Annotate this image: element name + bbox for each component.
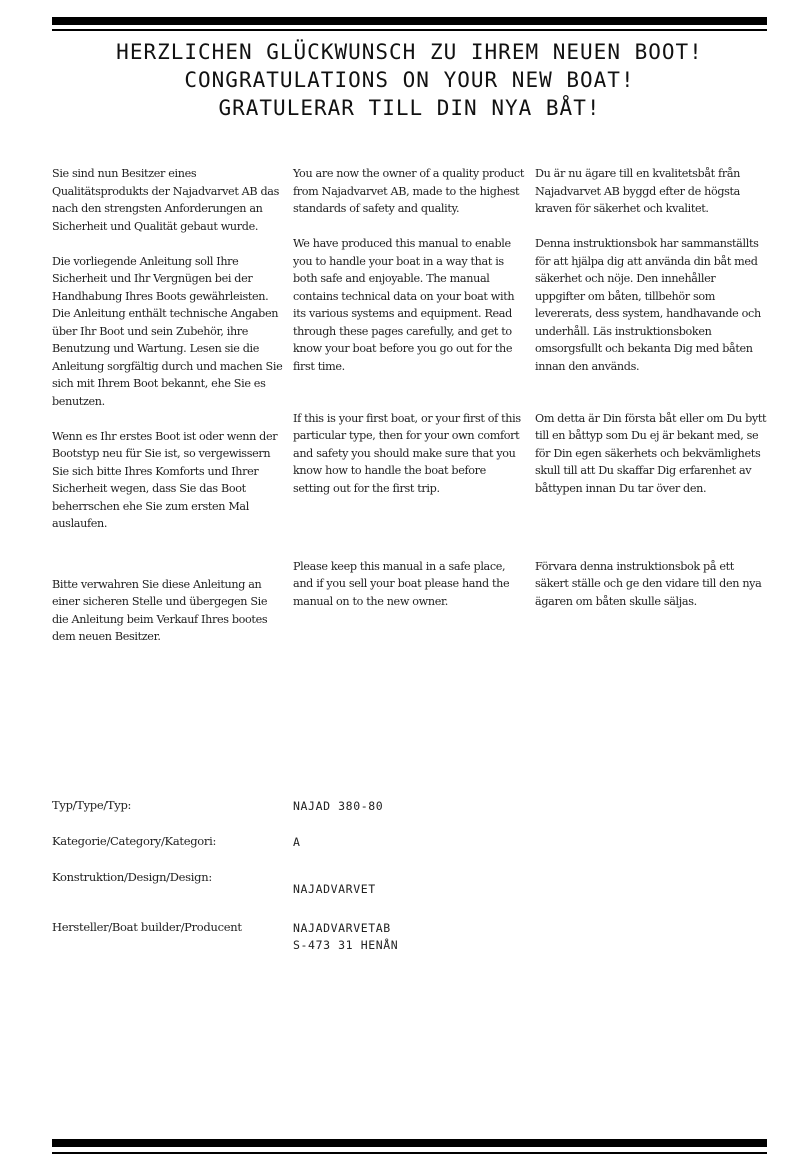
english-paragraph-1: You are now the owner of a quality product from Najadvarvet AB, made to the highest standards of safety and quality. (293, 167, 524, 215)
bottom-rule-thin (52, 1152, 767, 1154)
spec-design-value: NAJADVARVET (293, 882, 376, 896)
top-rule-thick (52, 17, 767, 25)
spec-builder-address: S-473 31 HENÅN (293, 938, 399, 952)
swedish-paragraph-1: Du är nu ägare till en kvalitetsbåt från Najadvarvet AB byggd efter de högsta kraven för säkerhet och kvalitet. (535, 167, 740, 215)
swedish-paragraph-3: Om detta är Din första båt eller om Du bytt till en båttyp som Du ej är bekant med, se för Din egen säkerhets och bekvämlighets skull till att Du skaffar Dig erfarenhet av båttypen innan Du tar över den. (535, 411, 767, 495)
spec-row-builder (52, 920, 767, 960)
english-paragraph-2: We have produced this manual to enable you to handle your boat in a way that is both safe and enjoyable. The manual contains technical data on your boat with its various systems and equipment. Read through these pages carefully, and get to know your boat before you go out for the first time. (293, 237, 515, 373)
title-swedish: GRATULERAR TILL DIN NYA BÅT! (218, 96, 601, 120)
english-paragraph-3: If this is your first boat, or your first of this particular type, then for your own comfort and safety you should make sure that you know how to handle the boat before setting out for the first trip. (293, 411, 521, 495)
german-paragraph-2: Die vorliegende Anleitung soll Ihre Sicherheit und Ihr Vergnügen bei der Handhabung Ihres Boots gewährleisten. Die Anleitung enthält technische Angaben über Ihr Boot und sein Zubehör, ihre Benutzung und Wartung. Lesen sie die Anleitung sorgfältig durch und machen Sie sich mit Ihrem Boot bekannt, ehe Sie es benutzen. (52, 254, 283, 408)
spec-builder-value (293, 920, 593, 954)
page-title (52, 38, 767, 122)
spec-category-value: A (293, 835, 301, 849)
bottom-rule-thick (52, 1139, 767, 1147)
english-paragraph-4: Please keep this manual in a safe place, and if you sell your boat please hand the manual on to the new owner. (293, 559, 510, 608)
top-rule-thin (52, 29, 767, 31)
spec-category-label: Kategorie/Category/Kategori: (52, 834, 217, 848)
spec-design-label: Konstruktion/Design/Design: (52, 870, 212, 884)
spec-builder-label: Hersteller/Boat builder/Producent (52, 920, 242, 934)
german-paragraph-1: Sie sind nun Besitzer eines Qualitätsprodukts der Najadvarvet AB das nach den strengsten Anforderungen an Sicherheit und Qualität gebaut wurde. (52, 167, 279, 233)
german-paragraph-3: Wenn es Ihr erstes Boot ist oder wenn der Bootstyp neu für Sie ist, so vergewissern Sie sich bitte Ihres Komforts und Ihrer Sicherheit wegen, dass Sie das Boot beherrschen ehe Sie zum ersten Mal auslaufen. (52, 429, 278, 530)
german-paragraph-4: Bitte verwahren Sie diese Anleitung an einer sicheren Stelle und übergegen Sie die Anleitung beim Verkauf Ihres bootes dem neuen Besitzer. (52, 577, 268, 643)
swedish-paragraph-2: Denna instruktionsbok har sammanställts för att hjälpa dig att använda din båt med säkerhet och nöje. Den innehåller uppgifter om båten, tillbehör som levererats, dess system, handhavande och underhåll. Läs instruktionsboken omsorgsfullt och bekanta Dig med båten innan den används. (535, 237, 761, 373)
boat-specifications (52, 798, 767, 960)
column-german (52, 165, 284, 663)
spec-row-type (52, 798, 767, 834)
spec-row-design (52, 870, 767, 920)
spec-type-value: NAJAD 380-80 (293, 799, 384, 813)
spec-type-label: Typ/Type/Typ: (52, 798, 132, 812)
title-german: HERZLICHEN GLÜCKWUNSCH ZU IHREM NEUEN BOOT! (116, 40, 703, 64)
column-swedish (535, 165, 767, 628)
spec-row-category (52, 834, 767, 870)
column-english (293, 165, 525, 628)
swedish-paragraph-4: Förvara denna instruktionsbok på ett säkert ställe och ge den vidare till den nya ägaren om båten skulle säljas. (535, 559, 762, 608)
spec-builder-name: NAJADVARVETAB (293, 921, 391, 935)
title-english: CONGRATULATIONS ON YOUR NEW BOAT! (184, 68, 635, 92)
